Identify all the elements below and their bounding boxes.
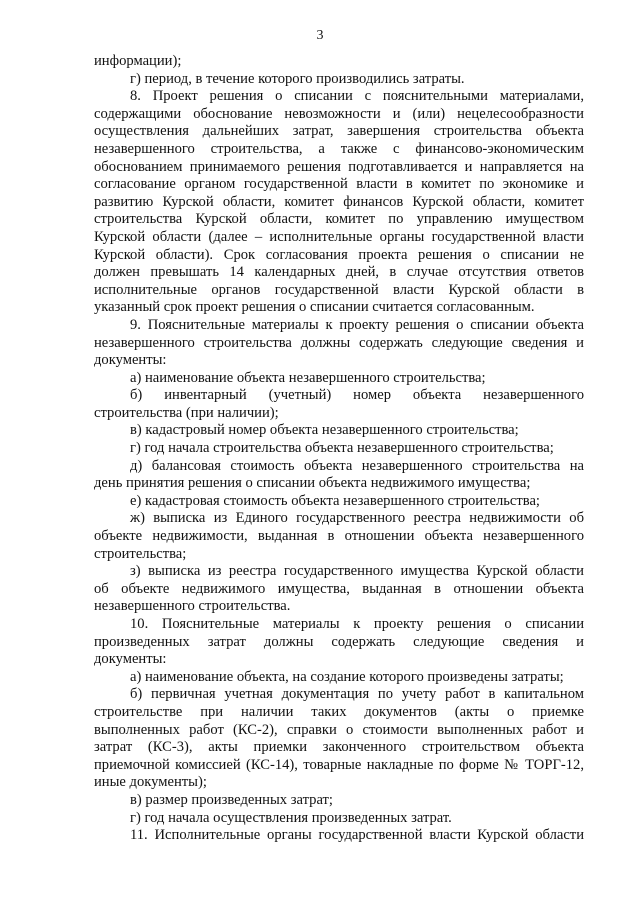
body-text-line: обоснованием принимаемого решения подготавливается и направляется на (94, 158, 584, 175)
body-text-line: а) наименование объекта, на создание которого произведены затраты; (130, 668, 564, 685)
body-text-line: осуществления дальнейших затрат, завершения строительства объекта (94, 123, 584, 140)
body-text-line: в) размер произведенных затрат; (130, 791, 333, 808)
body-text-line: 9. Пояснительные материалы к проекту решения о списании объекта (130, 316, 584, 333)
body-text-line: объекте недвижимости, выданная в отношении объекта незавершенного (94, 528, 584, 545)
body-text-line: содержащими обоснование невозможности и (или) нецелесообразности (94, 105, 584, 122)
body-text-line: документы: (94, 651, 167, 668)
body-text-line: д) балансовая стоимость объекта незавершенного строительства на (130, 457, 584, 474)
body-text-line: незавершенного строительства должны содержать следующие сведения и (94, 334, 584, 351)
body-text-line: незавершенного строительства, а также с финансово-экономическим (94, 140, 584, 157)
body-text-line: строительстве при наличии таких документов (акты о приемке (94, 703, 584, 720)
body-text-line: об объекте недвижимого имущества, выданная в отношении объекта (94, 580, 584, 597)
body-text-line: указанный срок проект решения о списании считается согласованным. (94, 299, 535, 316)
document-body (94, 53, 584, 845)
body-text-line: развитию Курской области, комитет финансов Курской области, комитет (94, 193, 584, 210)
body-text-line: затрат (КС-3), акты приемки законченного строительством объекта (94, 739, 584, 756)
body-text-line: документы: (94, 352, 167, 369)
body-text-line: строительства; (94, 545, 187, 562)
body-text-line: в) кадастровый номер объекта незавершенного строительства; (130, 422, 519, 439)
body-text-line: приемочной комиссией (КС-14), товарные накладные по форме № ТОРГ-12, (94, 756, 584, 773)
body-text-line: Курской области (далее – исполнительные органы государственной власти (94, 228, 584, 245)
body-text-line: незавершенного строительства. (94, 598, 291, 615)
body-text-line: з) выписка из реестра государственного имущества Курской области (130, 563, 584, 580)
body-text-line: г) год начала строительства объекта незавершенного строительства; (130, 440, 554, 457)
body-text-line: иные документы); (94, 774, 207, 791)
body-text-line: согласование органом государственной власти в комитет по экономике и (94, 176, 584, 193)
body-text-line: день принятия решения о списании объекта недвижимого имущества; (94, 475, 531, 492)
body-text-line: строительства (при наличии); (94, 404, 279, 421)
body-text-line: б) первичная учетная документация по учету работ в капитальном (130, 686, 584, 703)
body-text-line: г) год начала осуществления произведенных затрат. (130, 809, 452, 826)
body-text-line: е) кадастровая стоимость объекта незавершенного строительства; (130, 492, 540, 509)
body-text-line: г) период, в течение которого производились затраты. (130, 70, 465, 87)
body-text-line: должен превышать 14 календарных дней, в случае отсутствия ответов (94, 264, 584, 281)
body-text-line: 10. Пояснительные материалы к проекту решения о списании (130, 616, 584, 632)
body-text-line: б) инвентарный (учетный) номер объекта незавершенного (130, 387, 584, 404)
body-text-line: ж) выписка из Единого государственного реестра недвижимости об (130, 510, 584, 527)
body-text-line: а) наименование объекта незавершенного строительства; (130, 369, 486, 386)
body-text-line: строительства Курской области, комитет по управлению имуществом (94, 211, 584, 228)
body-text-line: информации); (94, 53, 182, 69)
body-text-line: Курской области). Срок согласования проекта решения о списании не (94, 246, 584, 263)
body-text-line: выполненных работ (КС-2), справки о стоимости выполненных работ и (94, 721, 584, 738)
body-text-line: произведенных затрат должны содержать следующие сведения и (94, 633, 584, 650)
body-text-line: 11. Исполнительные органы государственной власти Курской области (130, 827, 584, 844)
page-number: 3 (316, 28, 324, 43)
body-text-line: исполнительные органов государственной власти Курской области в (94, 281, 584, 298)
body-text-line: 8. Проект решения о списании с пояснительными материалами, (130, 88, 584, 105)
